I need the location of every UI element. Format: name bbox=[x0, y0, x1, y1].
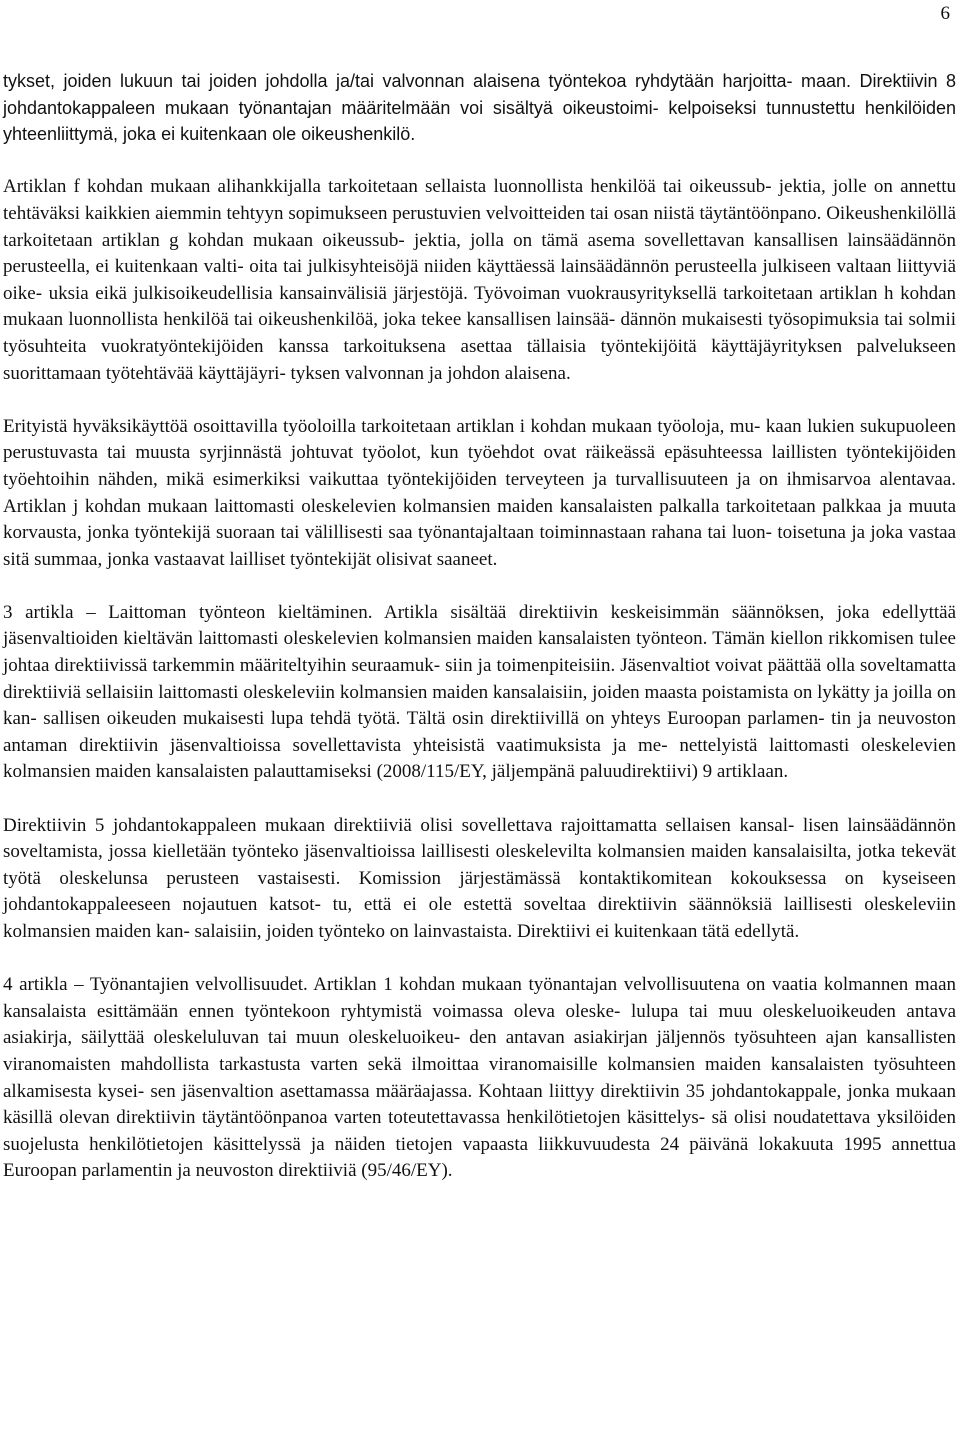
document-body bbox=[3, 68, 956, 1185]
paragraph-article-3: 3 artikla – Laittoman työnteon kieltäminen. Artikla sisältää direktiivin keskeisimmän säännöksen, joka edellyttää jäsenvaltioiden kieltävän laittomasti oleskelevien kolmansien maiden kansalaisten työnteon. Tämän kiellon rikkomisen tulee johtaa direktiivissä tarkemmin määriteltyihin seuraamuk- siin ja toimenpiteisiin. Jäsenvaltiot voivat päättää olla soveltamatta direktiiviä sellaisiin laittomasti oleskeleviin kolmansien maiden kansalaisiin, joiden maasta poistamista on lykätty ja joilla on kan- sallisen oikeuden mukaisesti lupa tehdä työtä. Tältä osin direktiivillä on yhteys Euroopan parlamen- tin ja neuvoston antaman direktiivin jäsenvaltioissa sovellettavista yhteisistä vaatimuksista ja me- nettelyistä laittomasti oleskelevien kolmansien maiden kansalaisten palauttamiseksi (2008/115/EY, jäljempänä paluudirektiivi) 9 artiklaan. bbox=[3, 601, 957, 783]
paragraph-article-4: 4 artikla – Työnantajien velvollisuudet. Artiklan 1 kohdan mukaan työnantajan velvollisuutena on vaatia kolmannen maan kansalaista esittämään ennen työntekoon ryhtymistä voimassa oleva oleske- lulupa tai muu oleskeluoikeuden antava asiakirja, säilyttää oleskeluluvan tai muun oleskeluoikeu- den antavan asiakirjan jäljennös työsuhteen ajan kansallisten viranomaisten mahdollista tarkastusta varten sekä ilmoittaa viranomaisille kolmansien maiden kansalaisten työsuhteen alkamisesta kysei- sen jäsenvaltion asettamassa määräajassa. Kohtaan liittyy direktiivin 35 johdantokappale, jonka mukaan käsillä olevan direktiivin täytäntöönpanoa varten toteutettavassa henkilötietojen käsittelys- sä olisi noudatettava yksilöiden suojelusta henkilötietojen käsittelyssä ja näiden tietojen vapaasta liikkuvuudesta 24 päivänä lokakuuta 1995 annettua Euroopan parlamentin ja neuvoston direktiiviä (95/46/EY). bbox=[3, 974, 957, 1182]
page-number: 6 bbox=[940, 3, 950, 24]
paragraph-exploitative-conditions: Erityistä hyväksikäyttöä osoittavilla työoloilla tarkoitetaan artiklan i kohdan mukaan työoloja, mu- kaan lukien sukupuoleen perustuvasta tai muusta syrjinnästä johtuvat työolot, kun työehdot ovat räikeässä epäsuhteessa laillisten työntekijöiden työehtoihin nähden, mikä esimerkiksi vaikuttaa työntekijöiden terveyteen ja turvallisuuteen ja on ihmisarvoa alentavaa. Artiklan j kohdan mukaan laittomasti oleskelevien kolmansien maiden kansalaisten palkalla tarkoitetaan palkkaa ja muuta korvausta, jonka työntekijä suoraan tai välillisesti saa työnantajaltaan toiminnastaan rahana tai luon- toisetuna ja joka vastaa sitä summaa, jonka vastaavat lailliset työntekijät olisivat saaneet. bbox=[3, 415, 957, 570]
paragraph-subcontractor-definition: Artiklan f kohdan mukaan alihankkijalla tarkoitetaan sellaista luonnollista henkilöä tai oikeussub- jektia, jolle on annettu tehtäväksi kaikkien aiemmin tehtyyn sopimukseen perustuvien velvoitteiden tai osan niistä täytäntöönpano. Oikeushenkilöllä tarkoitetaan artiklan g kohdan mukaan oikeussub- jektia, jolla on tämä asema sovellettavan kansallisen lainsäädännön perusteella, ei kuitenkaan valti- oita tai julkisyhteisöjä niiden käyttäessä lainsäädännön perusteella julkiseen valtaan liittyviä oike- uksia eikä julkisoikeudellisia kansainvälisiä järjestöjä. Työvoiman vuokrausyrityksellä tarkoitetaan artiklan h kohdan mukaan luonnollista henkilöä tai oikeushenkilöä, joka tekee kansallisen lainsää- dännön mukaisesti työsopimuksia tai solmii työsuhteita vuokratyöntekijöiden kanssa tarkoituksena asettaa tällaisia työntekijöitä käyttäjäyrityksen palvelukseen suorittamaan työtehtävää käyttäjäyri- tyksen valvonnan ja johdon alaisena. bbox=[3, 176, 957, 384]
paragraph-employer-definition: tykset, joiden lukuun tai joiden johdolla ja/tai valvonnan alaisena työntekoa ryhdytään harjoitta- maan. Direktiivin 8 johdantokappaleen mukaan työnantajan määritelmään voi sisältyä oikeustoimi- kelpoiseksi tunnustettu henkilöiden yhteenliittymä, joka ei kuitenkaan ole oikeushenkilö. bbox=[3, 71, 956, 145]
paragraph-recital-5: Direktiivin 5 johdantokappaleen mukaan direktiiviä olisi sovellettava rajoittamatta sellaisen kansal- lisen lainsäädännön soveltamista, jossa kielletään työnteko jäsenvaltioissa laillisesti oleskelevilta kolmansien maiden kansalaisilta, jotka tekevät työtä oleskelunsa perusteen vastaisesti. Komission järjestämässä kontaktikomitean kokouksessa on kyseiseen johdantokappaleeseen nojautuen katsot- tu, että ei ole estettä soveltaa direktiivin säännöksiä laillisesti oleskeleviin kolmansien maiden kan- salaisiin, joiden työnteko on lainvastaista. Direktiivi ei kuitenkaan tätä edellytä. bbox=[3, 814, 957, 942]
